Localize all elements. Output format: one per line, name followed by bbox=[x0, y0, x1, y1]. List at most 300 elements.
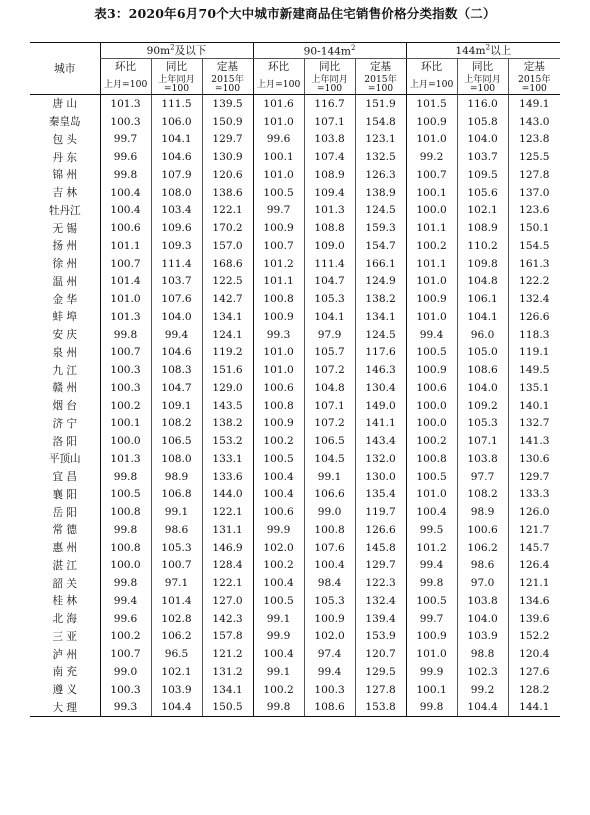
index-value: 132.7 bbox=[508, 415, 560, 433]
index-value: 100.7 bbox=[100, 344, 151, 362]
index-value: 105.3 bbox=[151, 539, 202, 557]
index-value: 102.0 bbox=[304, 628, 355, 646]
table-row bbox=[30, 645, 560, 663]
index-value: 106.5 bbox=[304, 432, 355, 450]
index-value: 104.0 bbox=[457, 379, 508, 397]
index-value: 159.3 bbox=[355, 219, 406, 237]
index-value: 100.9 bbox=[406, 113, 457, 131]
table-row bbox=[30, 290, 560, 308]
index-value: 119.7 bbox=[355, 503, 406, 521]
index-value: 96.5 bbox=[151, 645, 202, 663]
index-value: 149.0 bbox=[355, 397, 406, 415]
index-value: 100.5 bbox=[253, 184, 304, 202]
index-value: 137.0 bbox=[508, 184, 560, 202]
city-name: 丹 东 bbox=[52, 151, 78, 164]
base-2015: 2015年=100 bbox=[202, 74, 253, 95]
city-name: 徐 州 bbox=[52, 258, 78, 271]
index-value: 143.0 bbox=[508, 113, 560, 131]
index-value: 103.8 bbox=[304, 131, 355, 149]
index-value: 99.8 bbox=[100, 521, 151, 539]
index-value: 122.3 bbox=[355, 574, 406, 592]
index-value: 99.6 bbox=[100, 148, 151, 166]
index-value: 100.2 bbox=[253, 681, 304, 699]
city-name: 北 海 bbox=[52, 613, 78, 626]
index-value: 134.1 bbox=[202, 681, 253, 699]
index-value: 153.8 bbox=[355, 699, 406, 717]
index-value: 152.2 bbox=[508, 628, 560, 646]
city-name: 桂 林 bbox=[52, 595, 78, 608]
index-value: 135.1 bbox=[508, 379, 560, 397]
index-value: 100.8 bbox=[100, 503, 151, 521]
index-value: 139.5 bbox=[202, 95, 253, 113]
index-value: 99.9 bbox=[253, 628, 304, 646]
index-value: 101.3 bbox=[100, 450, 151, 468]
table-row bbox=[30, 699, 560, 717]
index-value: 138.2 bbox=[202, 415, 253, 433]
index-value: 153.2 bbox=[202, 432, 253, 450]
base-2015: 2015年=100 bbox=[355, 74, 406, 95]
index-value: 123.8 bbox=[508, 131, 560, 149]
index-value: 107.2 bbox=[304, 415, 355, 433]
index-value: 124.5 bbox=[355, 202, 406, 220]
index-value: 126.6 bbox=[508, 308, 560, 326]
index-value: 104.1 bbox=[457, 308, 508, 326]
index-value: 100.0 bbox=[406, 415, 457, 433]
index-value: 101.0 bbox=[406, 486, 457, 504]
index-value: 100.1 bbox=[100, 415, 151, 433]
index-value: 105.3 bbox=[304, 592, 355, 610]
index-value: 104.4 bbox=[457, 699, 508, 717]
index-value: 103.9 bbox=[151, 681, 202, 699]
city-name: 吉 林 bbox=[52, 187, 78, 200]
index-value: 104.8 bbox=[304, 379, 355, 397]
index-value: 133.1 bbox=[202, 450, 253, 468]
table-row bbox=[30, 663, 560, 681]
index-value: 97.9 bbox=[304, 326, 355, 344]
index-value: 97.4 bbox=[304, 645, 355, 663]
index-value: 109.3 bbox=[151, 237, 202, 255]
index-value: 102.3 bbox=[457, 663, 508, 681]
city-name: 大 理 bbox=[30, 699, 100, 717]
index-value: 139.6 bbox=[508, 610, 560, 628]
index-value: 101.2 bbox=[253, 255, 304, 273]
city-name: 岳 阳 bbox=[52, 506, 78, 519]
index-value: 132.4 bbox=[508, 290, 560, 308]
index-value: 107.1 bbox=[304, 113, 355, 131]
index-value: 107.6 bbox=[304, 539, 355, 557]
index-value: 150.9 bbox=[202, 113, 253, 131]
index-value: 100.1 bbox=[406, 184, 457, 202]
index-value: 100.5 bbox=[406, 468, 457, 486]
group-header-small: $90m^2$及以下 bbox=[100, 43, 253, 59]
index-value: 99.8 bbox=[406, 699, 457, 717]
index-value: 122.5 bbox=[202, 273, 253, 291]
index-value: 134.6 bbox=[508, 592, 560, 610]
index-value: 124.9 bbox=[355, 273, 406, 291]
index-value: 142.7 bbox=[202, 290, 253, 308]
index-value: 104.1 bbox=[151, 131, 202, 149]
index-value: 99.1 bbox=[253, 610, 304, 628]
index-value: 99.8 bbox=[100, 326, 151, 344]
sub-header-yoy: 同比 bbox=[457, 59, 508, 75]
index-value: 149.5 bbox=[508, 361, 560, 379]
index-value: 100.6 bbox=[253, 503, 304, 521]
index-value: 107.2 bbox=[304, 361, 355, 379]
index-value: 109.8 bbox=[457, 255, 508, 273]
index-value: 98.9 bbox=[457, 503, 508, 521]
city-name: 常 德 bbox=[52, 524, 78, 537]
index-value: 97.7 bbox=[457, 468, 508, 486]
index-value: 104.4 bbox=[151, 699, 202, 717]
index-value: 101.4 bbox=[151, 592, 202, 610]
city-name: 包 头 bbox=[52, 133, 78, 146]
index-value: 100.9 bbox=[304, 610, 355, 628]
table-row bbox=[30, 344, 560, 362]
index-value: 126.6 bbox=[355, 521, 406, 539]
index-value: 104.7 bbox=[304, 273, 355, 291]
index-value: 100.5 bbox=[253, 592, 304, 610]
index-value: 104.0 bbox=[457, 610, 508, 628]
index-value: 101.0 bbox=[406, 273, 457, 291]
city-name: 温 州 bbox=[52, 275, 78, 288]
table-row bbox=[30, 219, 560, 237]
index-value: 100.5 bbox=[406, 344, 457, 362]
index-value: 108.2 bbox=[151, 415, 202, 433]
index-value: 128.4 bbox=[202, 557, 253, 575]
index-value: 102.1 bbox=[151, 663, 202, 681]
index-value: 108.0 bbox=[151, 450, 202, 468]
city-name: 九 江 bbox=[52, 364, 78, 377]
index-value: 100.8 bbox=[253, 290, 304, 308]
table-row bbox=[30, 450, 560, 468]
city-name: 扬 州 bbox=[52, 240, 78, 253]
table-row bbox=[30, 273, 560, 291]
index-value: 100.7 bbox=[100, 645, 151, 663]
index-value: 99.2 bbox=[406, 148, 457, 166]
index-value: 122.1 bbox=[202, 503, 253, 521]
index-value: 100.9 bbox=[406, 628, 457, 646]
index-value: 100.4 bbox=[253, 645, 304, 663]
index-value: 154.5 bbox=[508, 237, 560, 255]
index-value: 104.6 bbox=[151, 148, 202, 166]
index-value: 108.8 bbox=[304, 219, 355, 237]
index-value: 100.7 bbox=[151, 557, 202, 575]
city-name: 金 华 bbox=[52, 293, 78, 306]
price-index-table bbox=[30, 42, 560, 717]
city-name: 泉 州 bbox=[52, 346, 78, 359]
index-value: 108.6 bbox=[457, 361, 508, 379]
index-value: 107.1 bbox=[304, 397, 355, 415]
index-value: 106.1 bbox=[457, 290, 508, 308]
index-value: 124.5 bbox=[355, 326, 406, 344]
index-value: 109.2 bbox=[457, 397, 508, 415]
index-value: 129.7 bbox=[355, 557, 406, 575]
index-value: 106.0 bbox=[151, 113, 202, 131]
table-row bbox=[30, 148, 560, 166]
index-value: 120.6 bbox=[202, 166, 253, 184]
index-value: 108.6 bbox=[304, 699, 355, 717]
index-value: 101.3 bbox=[100, 308, 151, 326]
index-value: 111.4 bbox=[151, 255, 202, 273]
city-name: 烟 台 bbox=[52, 400, 78, 413]
city-name: 无 锡 bbox=[52, 222, 78, 235]
index-value: 101.1 bbox=[253, 273, 304, 291]
city-name: 惠 州 bbox=[52, 542, 78, 555]
index-value: 130.9 bbox=[202, 148, 253, 166]
index-value: 154.7 bbox=[355, 237, 406, 255]
sub-header-yoy: 同比 bbox=[304, 59, 355, 75]
index-value: 123.6 bbox=[508, 202, 560, 220]
index-value: 135.4 bbox=[355, 486, 406, 504]
index-value: 126.4 bbox=[508, 557, 560, 575]
index-value: 120.4 bbox=[508, 645, 560, 663]
index-value: 100.9 bbox=[253, 308, 304, 326]
city-name: 泸 州 bbox=[52, 648, 78, 661]
index-value: 100.4 bbox=[253, 468, 304, 486]
index-value: 100.7 bbox=[100, 255, 151, 273]
sub-header-base: 定基 bbox=[508, 59, 560, 75]
index-value: 119.1 bbox=[508, 344, 560, 362]
index-value: 100.6 bbox=[457, 521, 508, 539]
index-value: 99.6 bbox=[253, 131, 304, 149]
table-row bbox=[30, 326, 560, 344]
index-value: 99.4 bbox=[151, 326, 202, 344]
index-value: 101.0 bbox=[253, 166, 304, 184]
index-value: 105.0 bbox=[457, 344, 508, 362]
index-value: 109.5 bbox=[457, 166, 508, 184]
index-value: 143.4 bbox=[355, 432, 406, 450]
index-value: 145.7 bbox=[508, 539, 560, 557]
index-value: 144.0 bbox=[202, 486, 253, 504]
table-title: 表3：2020年6月70个大中城市新建商品住宅销售价格分类指数（二） bbox=[94, 6, 496, 21]
index-value: 111.5 bbox=[151, 95, 202, 113]
base-prev-year: 上年同月=100 bbox=[304, 74, 355, 95]
index-value: 142.3 bbox=[202, 610, 253, 628]
index-value: 122.2 bbox=[508, 273, 560, 291]
index-value: 105.6 bbox=[457, 184, 508, 202]
index-value: 99.8 bbox=[253, 699, 304, 717]
table-row bbox=[30, 468, 560, 486]
index-value: 122.1 bbox=[202, 202, 253, 220]
index-value: 133.3 bbox=[508, 486, 560, 504]
index-value: 101.1 bbox=[406, 255, 457, 273]
index-value: 100.3 bbox=[304, 681, 355, 699]
index-value: 129.7 bbox=[508, 468, 560, 486]
index-value: 103.8 bbox=[457, 592, 508, 610]
index-value: 100.2 bbox=[406, 432, 457, 450]
table-row bbox=[30, 574, 560, 592]
index-value: 141.3 bbox=[508, 432, 560, 450]
index-value: 120.7 bbox=[355, 645, 406, 663]
table-row bbox=[30, 113, 560, 131]
index-value: 100.2 bbox=[406, 237, 457, 255]
table-row bbox=[30, 202, 560, 220]
index-value: 99.4 bbox=[100, 592, 151, 610]
index-value: 100.4 bbox=[253, 486, 304, 504]
city-name: 宜 昌 bbox=[52, 471, 78, 484]
index-value: 100.3 bbox=[100, 379, 151, 397]
index-value: 101.0 bbox=[253, 361, 304, 379]
index-value: 108.9 bbox=[457, 219, 508, 237]
table-row bbox=[30, 681, 560, 699]
index-value: 129.0 bbox=[202, 379, 253, 397]
index-value: 101.5 bbox=[406, 95, 457, 113]
index-value: 100.9 bbox=[253, 219, 304, 237]
base-prev-year: 上年同月=100 bbox=[457, 74, 508, 95]
index-value: 170.2 bbox=[202, 219, 253, 237]
index-value: 98.6 bbox=[457, 557, 508, 575]
table-row bbox=[30, 237, 560, 255]
index-value: 121.2 bbox=[202, 645, 253, 663]
index-value: 146.3 bbox=[355, 361, 406, 379]
index-value: 138.2 bbox=[355, 290, 406, 308]
city-name: 襄 阳 bbox=[52, 488, 78, 501]
index-value: 99.1 bbox=[253, 663, 304, 681]
index-value: 161.3 bbox=[508, 255, 560, 273]
index-value: 100.2 bbox=[253, 557, 304, 575]
index-value: 157.8 bbox=[202, 628, 253, 646]
sub-header-base: 定基 bbox=[355, 59, 406, 75]
index-value: 133.6 bbox=[202, 468, 253, 486]
index-value: 104.5 bbox=[304, 450, 355, 468]
index-value: 100.4 bbox=[253, 574, 304, 592]
index-value: 116.0 bbox=[457, 95, 508, 113]
index-value: 100.3 bbox=[100, 113, 151, 131]
city-name: 锦 州 bbox=[52, 169, 78, 182]
index-value: 99.4 bbox=[406, 326, 457, 344]
index-value: 100.0 bbox=[406, 397, 457, 415]
index-value: 104.7 bbox=[151, 379, 202, 397]
table-row bbox=[30, 539, 560, 557]
index-value: 130.0 bbox=[355, 468, 406, 486]
index-value: 132.0 bbox=[355, 450, 406, 468]
index-value: 102.0 bbox=[253, 539, 304, 557]
index-value: 109.1 bbox=[151, 397, 202, 415]
index-value: 100.5 bbox=[100, 486, 151, 504]
index-value: 100.0 bbox=[100, 557, 151, 575]
city-name: 蚌 埠 bbox=[52, 311, 78, 324]
index-value: 104.1 bbox=[304, 308, 355, 326]
index-value: 127.8 bbox=[355, 681, 406, 699]
index-value: 101.0 bbox=[253, 344, 304, 362]
index-value: 150.1 bbox=[508, 219, 560, 237]
sub-header-mom: 环比 bbox=[100, 59, 151, 75]
index-value: 100.0 bbox=[100, 432, 151, 450]
index-value: 154.8 bbox=[355, 113, 406, 131]
index-value: 138.6 bbox=[202, 184, 253, 202]
index-value: 99.7 bbox=[406, 610, 457, 628]
index-value: 97.0 bbox=[457, 574, 508, 592]
table-row bbox=[30, 557, 560, 575]
sub-header-mom: 环比 bbox=[406, 59, 457, 75]
index-value: 98.6 bbox=[151, 521, 202, 539]
index-value: 106.8 bbox=[151, 486, 202, 504]
index-value: 110.2 bbox=[457, 237, 508, 255]
index-value: 100.8 bbox=[253, 397, 304, 415]
table-row bbox=[30, 308, 560, 326]
city-name: 赣 州 bbox=[52, 382, 78, 395]
index-value: 99.7 bbox=[253, 202, 304, 220]
index-value: 97.1 bbox=[151, 574, 202, 592]
index-value: 101.0 bbox=[406, 645, 457, 663]
city-column-header: 城市 bbox=[30, 43, 100, 95]
table-row bbox=[30, 628, 560, 646]
index-value: 118.3 bbox=[508, 326, 560, 344]
base-prev-month: 上月=100 bbox=[253, 74, 304, 95]
index-value: 126.3 bbox=[355, 166, 406, 184]
base-prev-year: 上年同月=100 bbox=[151, 74, 202, 95]
index-value: 106.6 bbox=[304, 486, 355, 504]
index-value: 121.1 bbox=[508, 574, 560, 592]
table-row bbox=[30, 486, 560, 504]
index-value: 100.8 bbox=[304, 521, 355, 539]
base-prev-month: 上月=100 bbox=[406, 74, 457, 95]
table-row bbox=[30, 95, 560, 113]
index-value: 146.9 bbox=[202, 539, 253, 557]
index-value: 100.1 bbox=[406, 681, 457, 699]
city-name: 安 庆 bbox=[52, 329, 78, 342]
index-value: 106.5 bbox=[151, 432, 202, 450]
index-value: 128.2 bbox=[508, 681, 560, 699]
city-name: 唐 山 bbox=[52, 98, 78, 111]
index-value: 104.6 bbox=[151, 344, 202, 362]
index-value: 100.2 bbox=[253, 432, 304, 450]
table-row bbox=[30, 610, 560, 628]
city-name: 三 亚 bbox=[52, 630, 78, 643]
index-value: 99.7 bbox=[100, 131, 151, 149]
index-value: 106.2 bbox=[151, 628, 202, 646]
index-value: 103.4 bbox=[151, 202, 202, 220]
index-value: 101.3 bbox=[304, 202, 355, 220]
table-row bbox=[30, 166, 560, 184]
city-name: 洛 阳 bbox=[52, 435, 78, 448]
index-value: 98.8 bbox=[457, 645, 508, 663]
index-value: 127.8 bbox=[508, 166, 560, 184]
index-value: 100.9 bbox=[406, 290, 457, 308]
index-value: 99.8 bbox=[100, 166, 151, 184]
index-value: 103.8 bbox=[457, 450, 508, 468]
index-value: 99.8 bbox=[100, 468, 151, 486]
index-value: 100.8 bbox=[100, 539, 151, 557]
index-value: 104.0 bbox=[457, 131, 508, 149]
index-value: 100.4 bbox=[100, 184, 151, 202]
index-value: 99.1 bbox=[151, 503, 202, 521]
index-value: 98.9 bbox=[151, 468, 202, 486]
index-value: 99.8 bbox=[406, 574, 457, 592]
index-value: 134.1 bbox=[355, 308, 406, 326]
sub-header-base: 定基 bbox=[202, 59, 253, 75]
index-value: 125.5 bbox=[508, 148, 560, 166]
index-value: 151.6 bbox=[202, 361, 253, 379]
index-value: 103.7 bbox=[457, 148, 508, 166]
city-name: 秦皇岛 bbox=[48, 116, 81, 129]
index-value: 99.2 bbox=[457, 681, 508, 699]
index-value: 100.7 bbox=[406, 166, 457, 184]
table-row bbox=[30, 379, 560, 397]
index-value: 100.3 bbox=[100, 361, 151, 379]
index-value: 101.4 bbox=[100, 273, 151, 291]
table-row bbox=[30, 361, 560, 379]
base-2015: 2015年=100 bbox=[508, 74, 560, 95]
index-value: 99.6 bbox=[100, 610, 151, 628]
index-value: 107.6 bbox=[151, 290, 202, 308]
index-value: 138.9 bbox=[355, 184, 406, 202]
index-value: 101.0 bbox=[406, 308, 457, 326]
index-value: 100.2 bbox=[100, 628, 151, 646]
index-value: 132.4 bbox=[355, 592, 406, 610]
index-value: 100.9 bbox=[253, 415, 304, 433]
index-value: 102.8 bbox=[151, 610, 202, 628]
